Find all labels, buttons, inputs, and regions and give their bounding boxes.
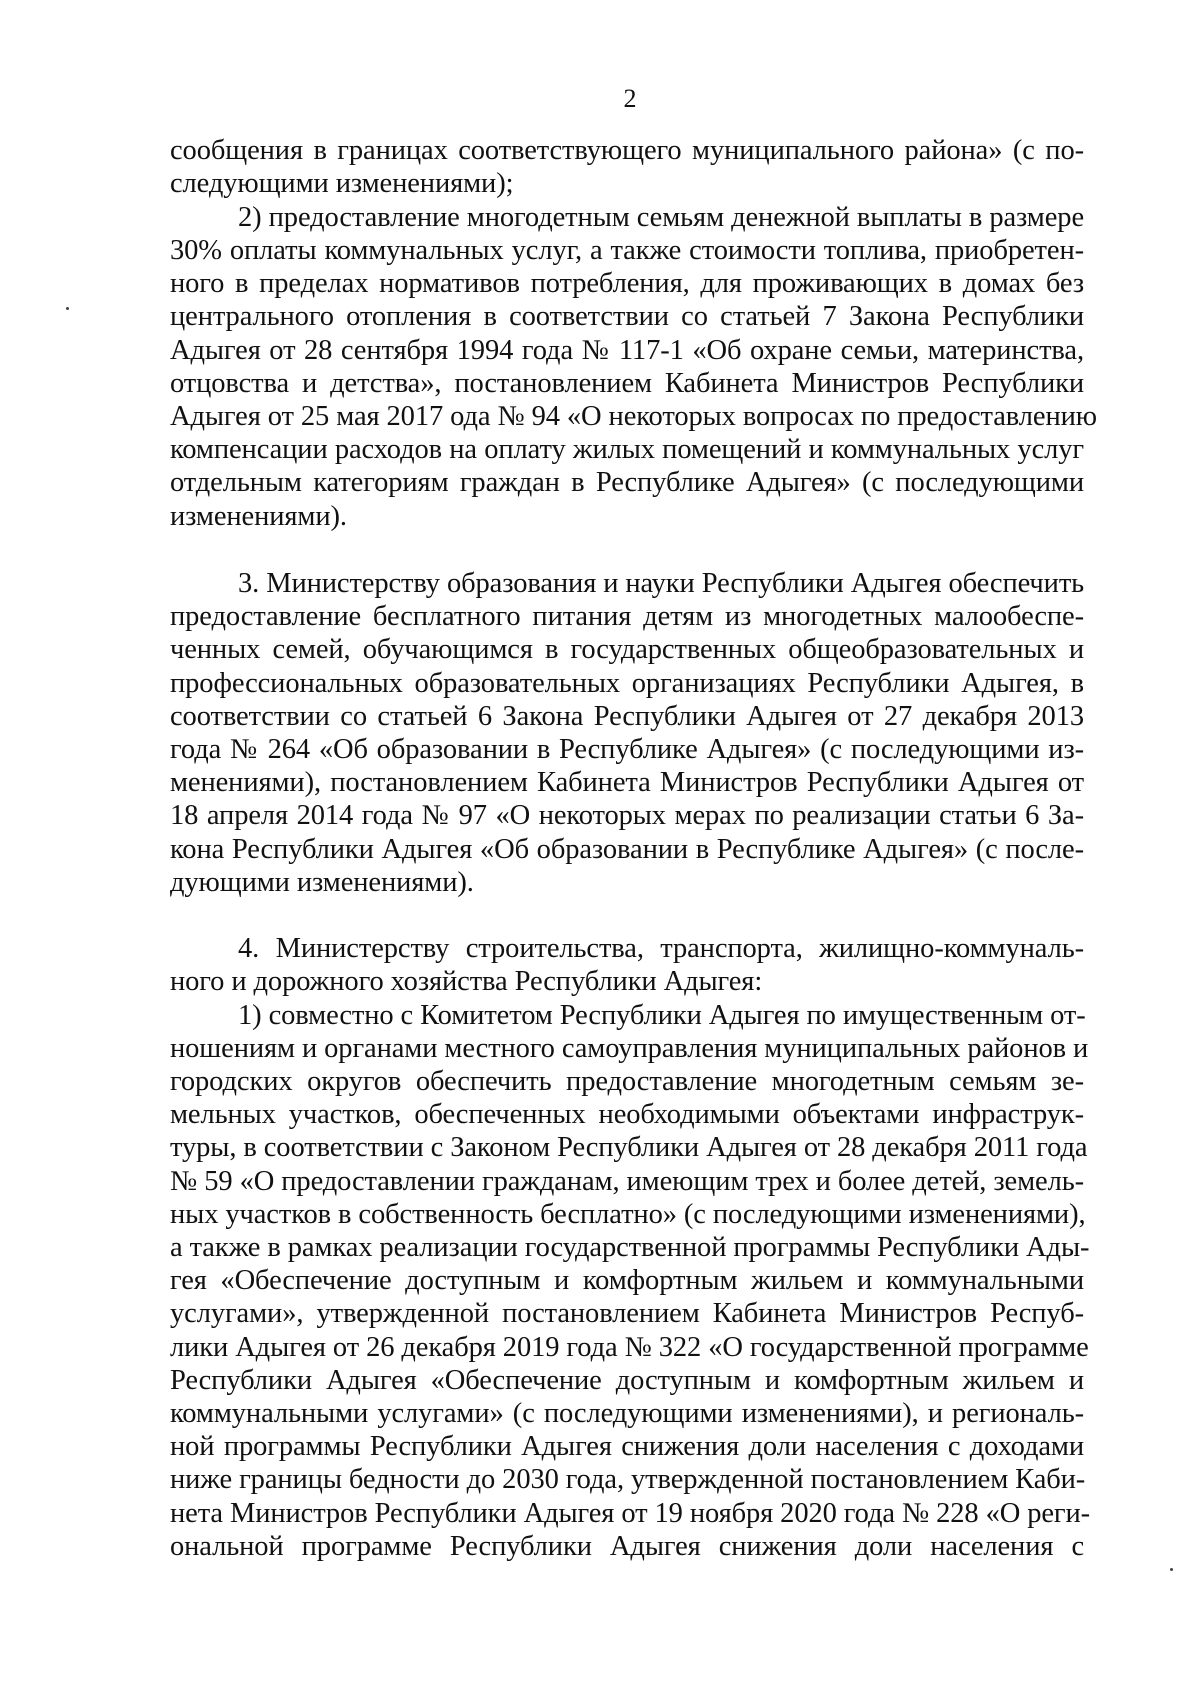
text-line: услугами», утвержденной постановлением Кабинета Министров Респуб- <box>170 1298 1084 1329</box>
text-line: ниже границы бедности до 2030 года, утвержденной постановлением Каби- <box>170 1464 1086 1495</box>
text-line: менениями), постановлением Кабинета Министров Республики Адыгея от <box>170 767 1084 798</box>
text-line: ного в пределах нормативов потребления, для проживающих в домах без <box>170 268 1084 299</box>
text-line: компенсации расходов на оплату жилых помещений и коммунальных услуг <box>170 434 1084 465</box>
text-line: нета Министров Республики Адыгея от 19 ноября 2020 года № 228 «О реги- <box>170 1498 1091 1529</box>
text-line: изменениями). <box>170 501 347 532</box>
text-line: 4. Министерству строительства, транспорта, жилищно-коммуналь- <box>238 933 1084 964</box>
text-line: Республики Адыгея «Обеспечение доступным и комфортным жильем и <box>170 1365 1084 1396</box>
text-line: 30% оплаты коммунальных услуг, а также стоимости топлива, приобретен- <box>170 235 1084 266</box>
text-line: а также в рамках реализации государственной программы Республики Ады- <box>170 1232 1090 1263</box>
text-line: ченных семей, обучающимся в государственных общеобразовательных и <box>170 634 1084 665</box>
text-line: гея «Обеспечение доступным и комфортным жильем и коммунальными <box>170 1265 1084 1296</box>
text-line: туры, в соответствии с Законом Республики Адыгея от 28 декабря 2011 года <box>170 1132 1088 1163</box>
scan-speck <box>1170 1568 1173 1571</box>
text-line: 18 апреля 2014 года № 97 «О некоторых мерах по реализации статьи 6 За- <box>170 800 1084 831</box>
text-line: коммунальными услугами» (с последующими изменениями), и региональ- <box>170 1398 1084 1429</box>
text-line: отдельным категориям граждан в Республике Адыгея» (с последующими <box>170 467 1084 498</box>
text-line: года № 264 «Об образовании в Республике Адыгея» (с последующими из- <box>170 734 1084 765</box>
text-line: 1) совместно с Комитетом Республики Адыгея по имущественным от- <box>238 1000 1086 1031</box>
text-line: 3. Министерству образования и науки Республики Адыгея обеспечить <box>238 568 1085 599</box>
text-line: сообщения в границах соответствующего муниципального района» (с по- <box>170 135 1084 166</box>
text-line: лики Адыгея от 26 декабря 2019 года № 322 «О государственной программе <box>170 1332 1089 1363</box>
page-number: 2 <box>623 84 637 113</box>
text-line: ношениям и органами местного самоуправления муниципальных районов и <box>170 1033 1089 1064</box>
text-line: центрального отопления в соответствии со статьей 7 Закона Республики <box>170 301 1084 332</box>
text-line: отцовства и детства», постановлением Кабинета Министров Республики <box>170 368 1084 399</box>
text-line: 2) предоставление многодетным семьям денежной выплаты в размере <box>238 202 1084 233</box>
text-line: соответствии со статьей 6 Закона Республики Адыгея от 27 декабря 2013 <box>170 701 1084 732</box>
text-line: предоставление бесплатного питания детям из многодетных малообеспе- <box>170 601 1084 632</box>
text-line: Адыгея от 28 сентября 1994 года № 117-1 «Об охране семьи, материнства, <box>170 335 1084 366</box>
text-line: мельных участков, обеспеченных необходимыми объектами инфраструк- <box>170 1099 1084 1130</box>
text-line: кона Республики Адыгея «Об образовании в Республике Адыгея» (с после- <box>170 834 1084 865</box>
text-line: Адыгея от 25 мая 2017 ода № 94 «О некоторых вопросах по предоставлению <box>170 401 1097 432</box>
text-line: профессиональных образовательных организациях Республики Адыгея, в <box>170 668 1084 699</box>
text-line: городских округов обеспечить предоставление многодетным семьям зе- <box>170 1066 1084 1097</box>
scan-speck <box>66 307 69 310</box>
text-line: ной программы Республики Адыгея снижения доли населения с доходами <box>170 1431 1084 1462</box>
text-line: ных участков в собственность бесплатно» (с последующими изменениями), <box>170 1199 1086 1230</box>
text-line: ональной программе Республики Адыгея снижения доли населения с <box>170 1531 1084 1562</box>
text-line: следующими изменениями); <box>170 168 514 199</box>
text-line: дующими изменениями). <box>170 867 474 898</box>
text-line: ного и дорожного хозяйства Республики Адыгея: <box>170 966 763 997</box>
text-line: № 59 «О предоставлении гражданам, имеющим трех и более детей, земель- <box>170 1166 1084 1197</box>
